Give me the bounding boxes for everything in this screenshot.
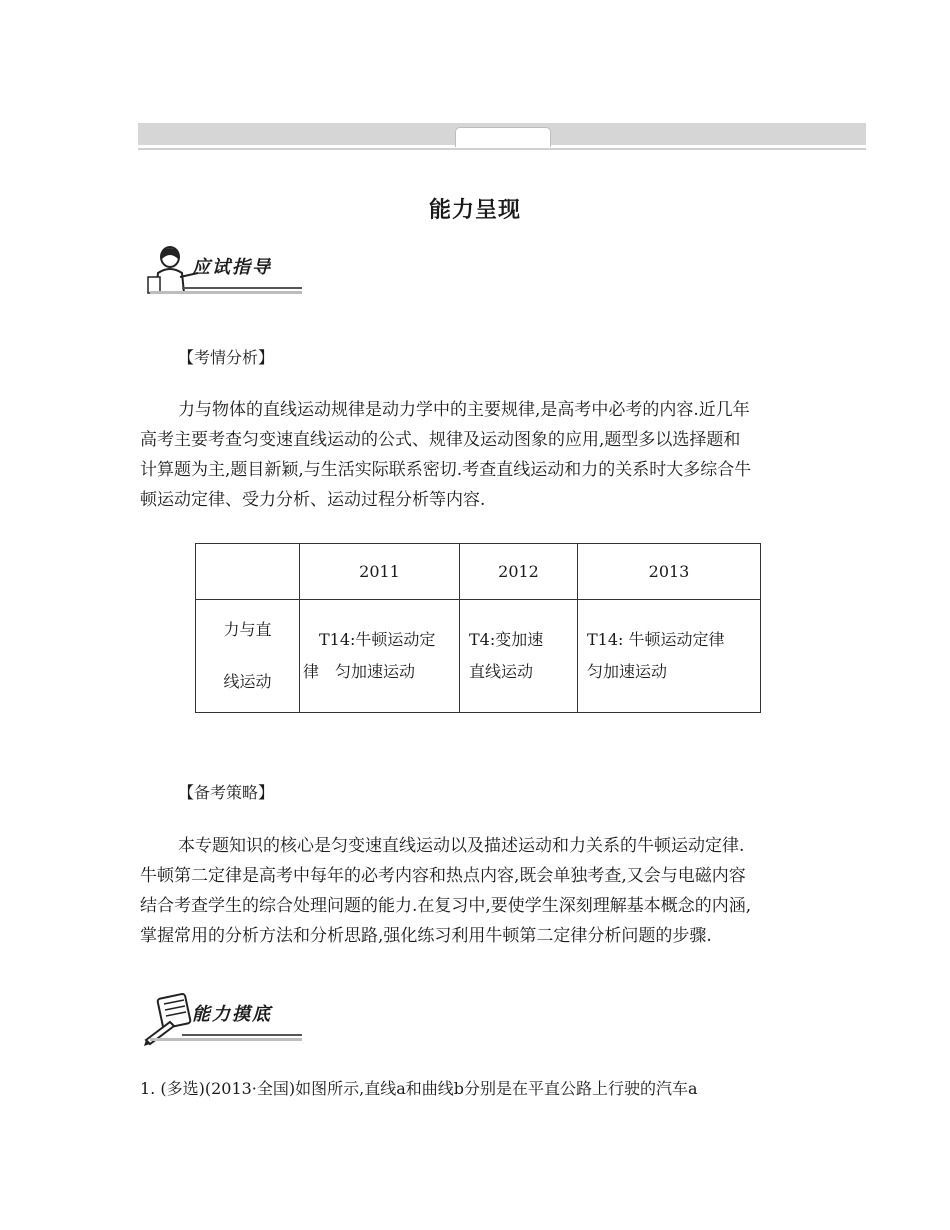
badge-underline: [150, 1038, 302, 1041]
table-header-cell: 2011: [300, 544, 460, 600]
row-label-line: 线运动: [223, 672, 272, 691]
cell-line: 直线运动: [469, 662, 534, 681]
strategy-line: 本专题知识的核心是匀变速直线运动以及描述运动和力关系的牛顿运动定律.: [178, 836, 745, 856]
table-header-cell: [196, 544, 300, 600]
table-header-cell: 2013: [578, 544, 761, 600]
table-row-label: [196, 600, 300, 713]
table-cell: [578, 600, 761, 713]
badge-rule: [182, 1034, 302, 1036]
cell-line: 律 匀加速运动: [303, 662, 416, 681]
ability-test-badge: [140, 990, 305, 1048]
table-cell: [300, 600, 460, 713]
exam-history-table: [195, 543, 761, 713]
badge-label-practice: 能力摸底: [192, 1004, 272, 1025]
page-title: 能力呈现: [428, 198, 521, 223]
header-divider: [138, 148, 866, 150]
analysis-line: 顿运动定律、受力分析、运动过程分析等内容.: [140, 490, 486, 510]
table-header-cell: 2012: [460, 544, 578, 600]
cell-line: T14:牛顿运动定: [319, 630, 436, 649]
table-cell: [460, 600, 578, 713]
analysis-heading: 【考情分析】: [178, 348, 275, 367]
table-row: [196, 600, 761, 713]
badge-rule: [182, 287, 302, 289]
question-1-text: 1. (多选)(2013·全国)如图所示,直线a和曲线b分别是在平直公路上行驶的汽车a: [140, 1079, 698, 1098]
analysis-paragraph: [140, 395, 810, 515]
cell-line: T14: 牛顿运动定律: [587, 630, 725, 649]
badge-underline: [150, 291, 302, 294]
analysis-line: 高考主要考查匀变速直线运动的公式、规律及运动图象的应用,题型多以选择题和: [140, 430, 741, 450]
row-label-line: 力与直: [223, 620, 272, 639]
strategy-heading: 【备考策略】: [178, 783, 275, 802]
badge-label-guide: 应试指导: [192, 257, 272, 278]
cell-line: 匀加速运动: [587, 662, 668, 681]
strategy-line: 牛顿第二定律是高考中每年的必考内容和热点内容,既会单独考查,又会与电磁内容: [140, 866, 746, 886]
strategy-line: 掌握常用的分析方法和分析思路,强化练习利用牛顿第二定律分析问题的步骤.: [140, 926, 712, 946]
header-tab: [455, 127, 551, 147]
exam-guide-badge: [140, 243, 305, 301]
cell-line: T4:变加速: [469, 630, 544, 649]
table-header-row: [196, 544, 761, 600]
strategy-line: 结合考查学生的综合处理问题的能力.在复习中,要使学生深刻理解基本概念的内涵,: [140, 896, 752, 916]
strategy-paragraph: [140, 831, 810, 951]
analysis-line: 计算题为主,题目新颖,与生活实际联系密切.考查直线运动和力的关系时大多综合牛: [140, 460, 752, 480]
analysis-line: 力与物体的直线运动规律是动力学中的主要规律,是高考中必考的内容.近几年: [178, 400, 750, 420]
